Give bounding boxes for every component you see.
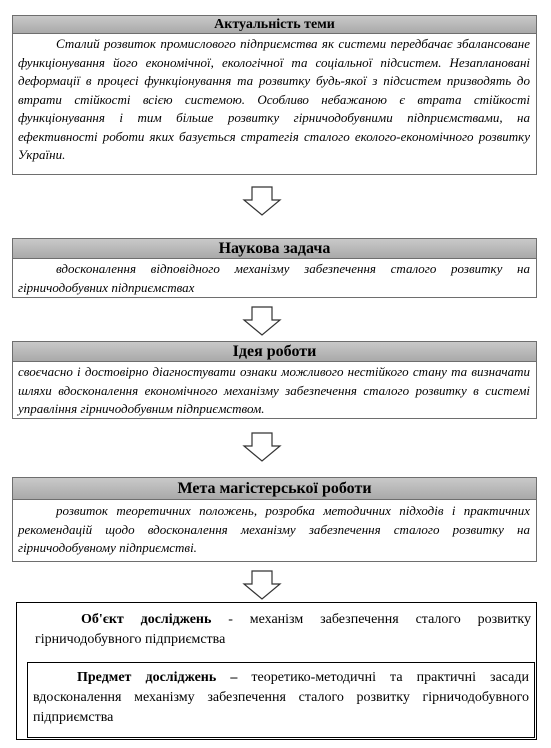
- down-arrow-icon: [242, 432, 282, 462]
- relevance-block: [12, 15, 537, 175]
- subject-text: теоретико-методичні та практичні засади вдосконалення механізму забезпечення сталого розвитку гірничодобувного підприємства: [33, 670, 530, 725]
- idea-title: Ідея роботи: [13, 342, 536, 362]
- task-text: вдосконалення відповідного механізму забезпечення сталого розвитку на гірничодобувних підприємствах: [18, 261, 530, 295]
- relevance-title: Актуальність теми: [13, 16, 536, 34]
- relevance-text: Сталий розвиток промислового підприємства як системи передбачає збалансоване функціонування його економічної, екологічної та соціальної підсистем. Незаплановані деформації в процесі функціонування та розвитку будь-якої з підсистем призводять до втрати стійкості всією системою. Особливо небажаною є втрата стійкості функціонування і тим більше розвитку гірничодобувними підприємствами, на ефективності роботи яких базується стратегія сталого еколого-економічного розвитку України.: [18, 36, 530, 162]
- goal-title: Мета магістерської роботи: [13, 478, 536, 500]
- object-text: - механізм забезпечення сталого розвитку гірничодобувного підприємства: [35, 612, 531, 647]
- subject-label: Предмет досліджень –: [77, 670, 238, 685]
- task-title: Наукова задача: [13, 239, 536, 259]
- down-arrow-icon: [242, 186, 282, 216]
- down-arrow-icon: [242, 306, 282, 336]
- object-paragraph: [17, 603, 536, 650]
- down-arrow-icon: [242, 570, 282, 600]
- idea-block: [12, 341, 537, 419]
- subject-box: [27, 662, 535, 738]
- object-label: Об'єкт досліджень: [81, 612, 212, 627]
- subject-paragraph: [28, 663, 534, 728]
- research-box: [16, 602, 537, 740]
- goal-block: [12, 477, 537, 562]
- goal-text: розвиток теоретичних положень, розробка методичних підходів і практичних рекомендацій щодо вдосконалення механізму забезпечення сталого розвитку на гірничодобувному підприємстві.: [18, 503, 530, 555]
- idea-text: своєчасно і достовірно діагностувати ознаки можливого нестійкого стану та визначати шляхи вдосконалення економічного механізму забезпечення сталого розвитку в системі управління гірничодобувним підприємством.: [18, 364, 530, 416]
- task-block: [12, 238, 537, 298]
